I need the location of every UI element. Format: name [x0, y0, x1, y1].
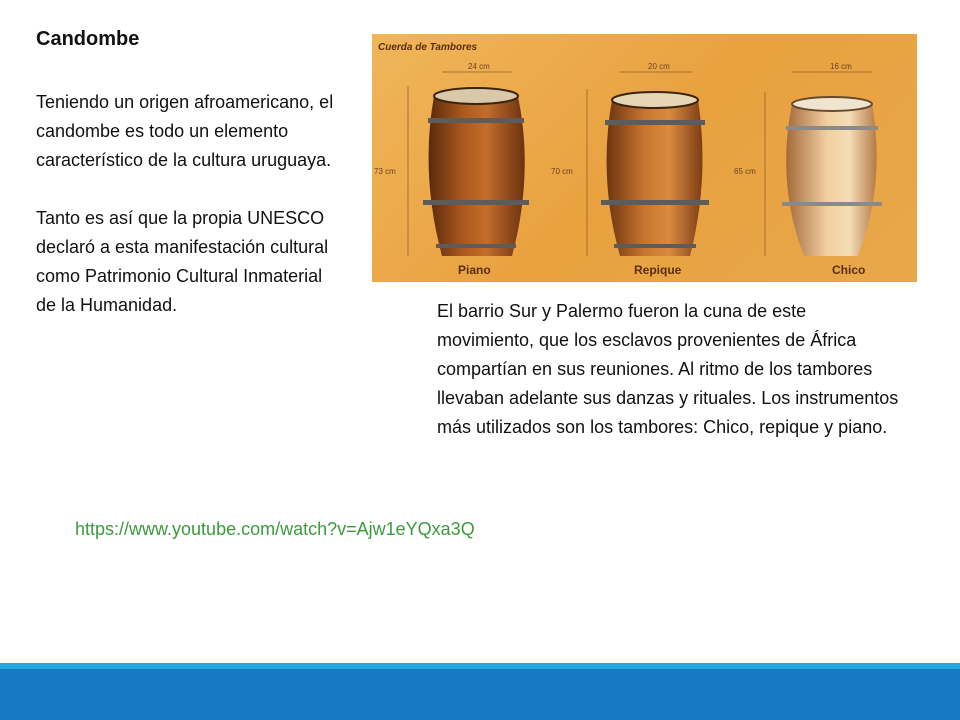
drums-image — [372, 34, 917, 282]
slide-title: Candombe — [36, 28, 140, 50]
piano-drum — [423, 88, 529, 256]
repique-label: Repique — [634, 263, 682, 277]
chico-width-label: 16 cm — [830, 62, 852, 71]
piano-label: Piano — [458, 263, 491, 277]
intro-paragraph: Teniendo un origen afroamericano, el candombe es todo un elemento característico de la cultura uruguaya. — [36, 92, 334, 170]
piano-height-label: 73 cm — [374, 167, 396, 176]
drums-illustration — [372, 34, 917, 282]
history-paragraph: El barrio Sur y Palermo fueron la cuna de este movimiento, que los esclavos provenientes de África compartían en sus reuniones. Al ritmo de los tambores llevaban adelante sus danzas y rituales. Los instrumentos más utilizados son los tambores: Chico, repique y piano. — [437, 301, 899, 437]
figure-header: Cuerda de Tambores — [378, 42, 478, 53]
repique-height-label: 70 cm — [551, 167, 573, 176]
repique-width-label: 20 cm — [648, 62, 670, 71]
repique-drum — [601, 92, 709, 256]
piano-width-label: 24 cm — [468, 62, 490, 71]
youtube-link[interactable]: https://www.youtube.com/watch?v=Ajw1eYQxa3Q — [75, 519, 475, 539]
footer-bar — [0, 663, 960, 720]
chico-drum — [782, 97, 882, 256]
chico-label: Chico — [832, 263, 866, 277]
chico-height-label: 65 cm — [734, 167, 756, 176]
left-text-block — [36, 88, 346, 320]
unesco-paragraph: Tanto es así que la propia UNESCO declaró a esta manifestación cultural como Patrimonio Cultural Inmaterial de la Humanidad. — [36, 208, 329, 315]
